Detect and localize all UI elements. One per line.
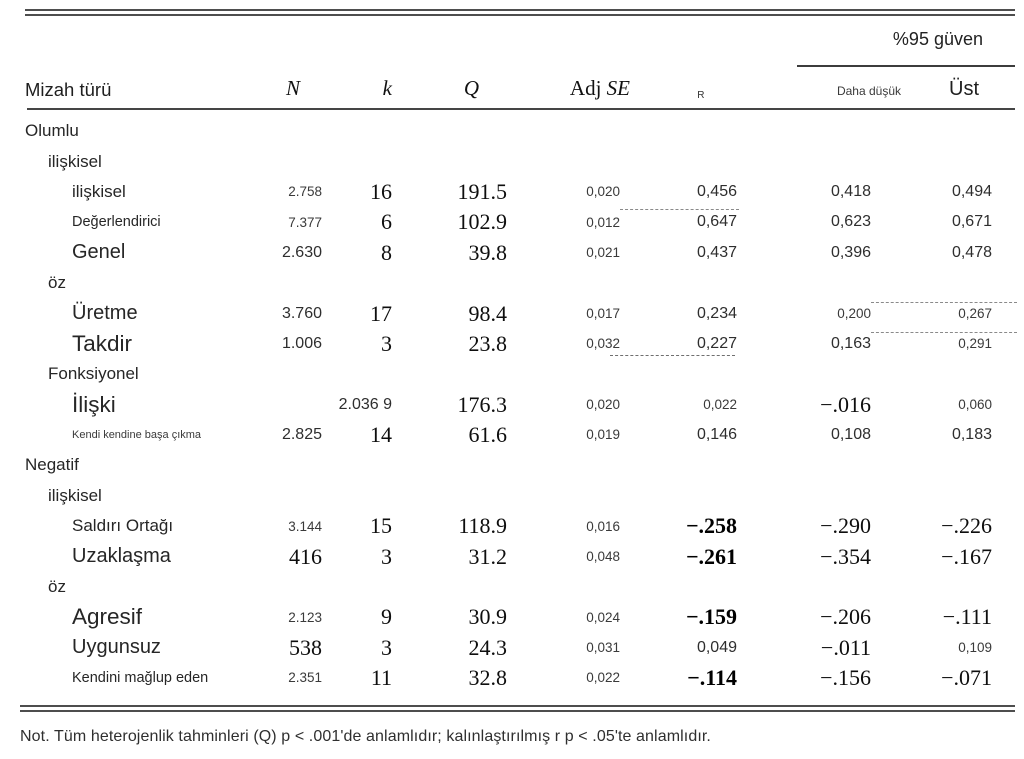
subgroup-header-row [20,572,1015,602]
cell-q: 23.8 [468,330,507,356]
subgroup-header-row [20,146,1015,176]
cell-n: 3.144 [288,518,322,534]
cell-k: 3 [381,543,392,569]
group-header-row [20,450,1015,480]
cell-n: 2.123 [288,609,322,625]
cell-r: −.114 [687,665,737,691]
cell-lower: 0,623 [830,213,871,231]
cell-k: 14 [370,422,392,448]
row-label: Kendini mağlup eden [72,670,209,687]
row-label: ilişkisel [48,151,102,171]
cell-upper: −.167 [941,543,992,569]
column-header-n: N [285,76,300,100]
cell-n: 2.630 [281,243,322,261]
cell-q: 24.3 [468,634,507,660]
cell-lower: −.011 [820,634,871,660]
row-label: Uygunsuz [72,636,161,659]
row-label: Agresif [72,604,143,630]
cell-se: 0,019 [586,427,620,443]
cell-n: 2.351 [288,670,322,686]
table-row [20,420,1015,450]
row-label: Fonksiyonel [48,364,139,384]
column-header-r: R [697,90,705,101]
cell-lower: 0,396 [830,243,871,261]
table-row [20,177,1015,207]
table-bottom-rule [20,705,1015,712]
cell-upper: 0,183 [951,426,992,444]
cell-upper: −.226 [941,513,992,539]
table-row [20,207,1015,237]
cell-k: 11 [370,665,392,691]
cell-n: 7.377 [288,214,322,230]
cell-q: 98.4 [468,300,507,326]
cell-upper: −.111 [942,604,992,630]
cell-q: 102.9 [457,209,507,235]
cell-k: 6 [381,209,392,235]
adj-se-prefix: Adj [569,76,602,100]
cell-upper: 0,109 [958,640,992,656]
column-header-humor-type: Mizah türü [25,79,112,100]
cell-se: 0,016 [586,518,620,534]
cell-lower: −.290 [820,513,871,539]
cell-n: 2.758 [288,184,322,200]
cell-r: 0,234 [696,304,737,322]
row-label: Saldırı Ortağı [72,516,174,536]
cell-se: 0,048 [586,548,620,564]
row-label: Üretme [72,302,138,325]
cell-lower: 0,163 [830,334,871,352]
column-header-adj-se [507,76,630,101]
column-header-ci-lower: Daha düşük [836,84,901,98]
cell-r: 0,647 [620,214,737,230]
table-row [20,633,1015,663]
cell-q: 191.5 [457,178,507,204]
subgroup-header-row [20,268,1015,298]
row-label: Genel [72,241,126,264]
row-label: Olumlu [25,121,79,141]
cell-se: 0,022 [586,670,620,686]
cell-upper: 0,494 [951,182,992,200]
ci-spanner-title: %95 güven [892,29,983,49]
table-row [20,663,1015,693]
column-header-row [20,76,1015,108]
cell-q: 32.8 [468,665,507,691]
cell-upper: 0,671 [951,213,992,231]
row-label: Uzaklaşma [72,545,171,568]
meta-analysis-table [20,9,1015,746]
cell-lower: 0,108 [830,426,871,444]
cell-q: 176.3 [457,391,507,417]
cell-k: 17 [370,300,392,326]
cell-se: 0,020 [586,396,620,412]
table-row [20,329,1015,359]
cell-se: 0,032 [586,336,620,352]
cell-upper: 0,267 [871,307,1015,321]
cell-r: 0,456 [696,182,737,200]
cell-n: 538 [289,634,322,660]
column-header-q: Q [463,76,479,100]
row-label: İlişki [72,391,116,417]
cell-upper: 0,478 [951,243,992,261]
table-row [20,390,1015,420]
cell-se: 0,021 [586,245,620,260]
cell-se: 0,020 [586,184,620,200]
cell-r: 0,022 [703,396,737,412]
table-row [20,298,1015,328]
cell-se: 0,012 [586,214,620,230]
row-label: ilişkisel [72,181,126,201]
cell-k: 9 [381,604,392,630]
table-body [20,110,1015,705]
cell-lower: −.206 [820,604,871,630]
cell-upper: 0,060 [958,396,992,412]
cell-n: 416 [289,543,322,569]
cell-lower: 0,418 [830,182,871,200]
cell-n: 3.760 [281,304,322,322]
column-header-ci-upper: Üst [949,78,979,100]
row-label: öz [48,577,66,597]
row-label: Negatif [25,455,79,475]
cell-r: 0,227 [620,336,737,352]
row-label: öz [48,273,66,293]
cell-k: 16 [370,178,392,204]
cell-r: 0,146 [696,426,737,444]
adj-se-italic: SE [606,76,630,100]
table-row [20,238,1015,268]
cell-q: 31.2 [468,543,507,569]
row-label: Kendi kendine başa çıkma [72,429,202,442]
cell-k: 15 [370,513,392,539]
subgroup-header-row [20,359,1015,389]
cell-lower: −.156 [820,665,871,691]
cell-q: 39.8 [468,239,507,265]
cell-n: 2.825 [281,426,322,444]
cell-q: 118.9 [458,513,507,539]
cell-r: 0,049 [696,638,737,656]
group-header-row [20,116,1015,146]
table-row [20,602,1015,632]
cell-q: 30.9 [468,604,507,630]
cell-lower: −.354 [820,543,871,569]
cell-k: 2.036 9 [338,395,392,413]
ci-spanner-underline [797,65,1015,67]
table-note: Not. Tüm heterojenlik tahminleri (Q) p < .001'de anlamlıdır; kalınlaştırılmış r p < .05'te anlamlıdır. [20,728,711,746]
subgroup-header-row [20,481,1015,511]
cell-k: 3 [381,330,392,356]
cell-se: 0,017 [586,305,620,321]
cell-lower: 0,200 [837,305,871,321]
row-label: Değerlendirici [72,214,161,231]
cell-r: 0,437 [696,243,737,261]
table-row [20,541,1015,571]
row-label: Takdir [72,330,133,356]
column-header-k: k [382,76,392,100]
cell-r: −.258 [685,513,737,539]
cell-n: 1.006 [281,334,322,352]
cell-upper: 0,291 [871,337,1015,351]
cell-se: 0,024 [586,609,620,625]
cell-r: −.261 [685,543,737,569]
table-row [20,511,1015,541]
table-top-rule [25,9,1015,16]
cell-lower: −.016 [820,391,871,417]
cell-k: 8 [381,239,392,265]
cell-se: 0,031 [586,640,620,656]
table-header [20,16,1015,108]
cell-r: −.159 [685,604,737,630]
row-label: ilişkisel [48,485,102,505]
cell-upper: −.071 [941,665,992,691]
cell-q: 61.6 [468,422,507,448]
cell-k: 3 [381,634,392,660]
